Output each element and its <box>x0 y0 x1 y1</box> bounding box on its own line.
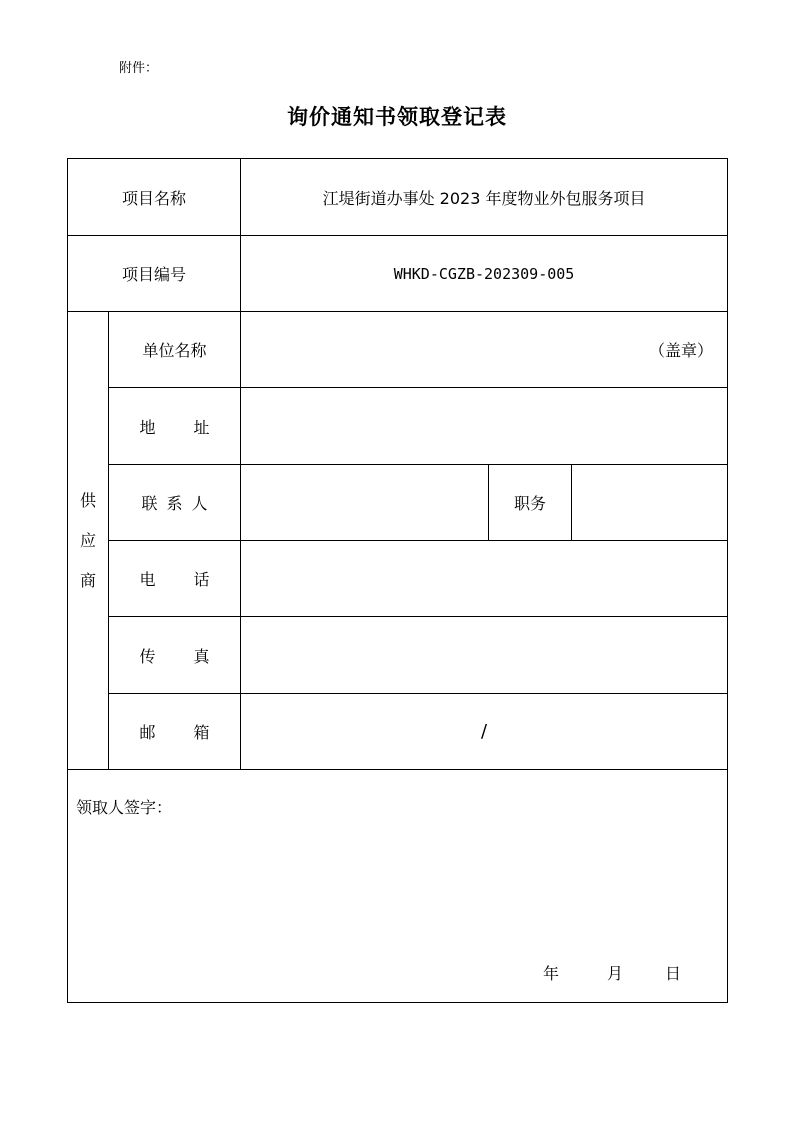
supplier-char-1: 供 <box>79 490 96 510</box>
signature-label: 领取人签字： <box>76 798 173 817</box>
unit-name-field[interactable] <box>241 312 728 388</box>
project-name-row <box>68 159 728 236</box>
fax-field[interactable] <box>241 617 728 694</box>
email-label <box>109 694 241 770</box>
address-label-char-1: 地 <box>139 417 156 437</box>
signature-area[interactable] <box>68 770 728 1003</box>
date-month-label: 月 <box>607 964 624 983</box>
signature-row <box>68 770 728 1003</box>
fax-label-char-1: 传 <box>139 646 156 666</box>
page-title: 询价通知书领取登记表 <box>287 105 507 129</box>
fax-label-char-2: 真 <box>193 646 210 666</box>
supplier-char-3: 商 <box>79 570 96 590</box>
phone-label-char-1: 电 <box>139 570 156 589</box>
fax-row <box>68 617 728 694</box>
email-field[interactable]: / <box>241 694 728 770</box>
position-field[interactable] <box>572 465 728 541</box>
project-name-value: 江堤街道办事处 2023 年度物业外包服务项目 <box>241 159 728 236</box>
position-label: 职务 <box>489 465 572 541</box>
registration-form-table <box>67 158 728 1003</box>
phone-label-char-2: 话 <box>193 570 210 589</box>
project-number-label: 项目编号 <box>68 236 241 312</box>
phone-field[interactable] <box>241 541 728 617</box>
project-number-row <box>68 236 728 312</box>
unit-name-label: 单位名称 <box>109 312 241 388</box>
signature-date <box>543 961 681 984</box>
date-year-label: 年 <box>543 964 560 983</box>
address-field[interactable] <box>241 388 728 465</box>
contact-field[interactable] <box>241 465 489 541</box>
phone-label <box>109 541 241 617</box>
project-name-label: 项目名称 <box>68 159 241 236</box>
fax-label <box>109 617 241 694</box>
address-label-char-2: 址 <box>193 417 210 437</box>
email-label-char-2: 箱 <box>193 723 210 742</box>
phone-row <box>68 541 728 617</box>
email-label-char-1: 邮 <box>139 723 156 742</box>
address-row <box>68 388 728 465</box>
supplier-char-2: 应 <box>79 530 96 550</box>
contact-label: 联系人 <box>109 465 241 541</box>
supplier-group-label <box>68 312 109 770</box>
unit-name-row <box>68 312 728 388</box>
date-day-label: 日 <box>665 964 682 983</box>
seal-note: （盖章） <box>649 341 714 360</box>
email-row <box>68 694 728 770</box>
attachment-label: 附件： <box>119 61 159 76</box>
address-label <box>109 388 241 465</box>
project-number-value: WHKD-CGZB-202309-005 <box>241 236 728 312</box>
contact-row <box>68 465 728 541</box>
